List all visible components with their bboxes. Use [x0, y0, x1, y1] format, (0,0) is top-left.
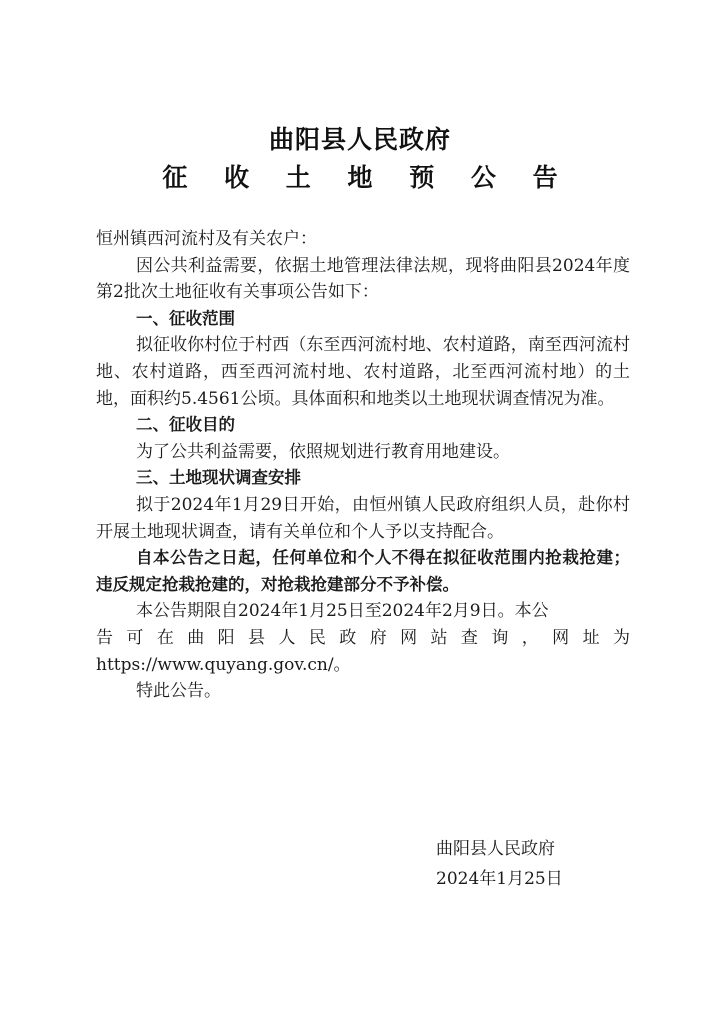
document-subtitle: 征 收 土 地 预 公 告	[162, 163, 572, 192]
section-heading-scope: 一、征收范围	[136, 308, 235, 328]
document-title: 曲阳县人民政府	[268, 125, 451, 154]
section-text-survey: 拟于2024年1月29日开始，由恒州镇人民政府组织人员，赴你村开展土地现状调查，请有关单位和个人予以支持配合。	[96, 494, 630, 542]
period-line-2: 告 可 在 曲 阳 县 人 民 政 府 网 站 查 询 ， 网 址 为	[96, 627, 630, 648]
issue-date: 2024年1月25日	[436, 869, 563, 889]
website-url: https://www.quyang.gov.cn/。	[96, 654, 351, 675]
intro-paragraph: 因公共利益需要，依据土地管理法律法规，现将曲阳县2024年度第2批次土地征收有关事项公告如下：	[96, 255, 630, 303]
issuer-signature: 曲阳县人民政府	[436, 839, 555, 859]
section-text-scope: 拟征收你村位于村西（东至西河流村地、农村道路，南至西河流村地、农村道路，西至西河流村地、农村道路，北至西河流村地）的土地，面积约5.4561公顷。具体面积和地类以土地现状调查情况为准。	[96, 335, 630, 409]
salutation: 恒州镇西河流村及有关农户：	[96, 229, 317, 249]
closing-line: 特此公告。	[136, 681, 221, 702]
section-text-purpose: 为了公共利益需要，依照规划进行教育用地建设。	[136, 441, 510, 462]
notice-body	[96, 226, 630, 705]
section-heading-survey: 三、土地现状调查安排	[136, 468, 301, 488]
warning-paragraph: 自本公告之日起，任何单位和个人不得在拟征收范围内抢栽抢建；违反规定抢栽抢建的，对抢栽抢建部分不予补偿。	[96, 548, 630, 594]
section-heading-purpose: 二、征收目的	[136, 415, 235, 435]
period-line-1: 本公告期限自2024年1月25日至2024年2月9日。本公	[136, 601, 549, 622]
